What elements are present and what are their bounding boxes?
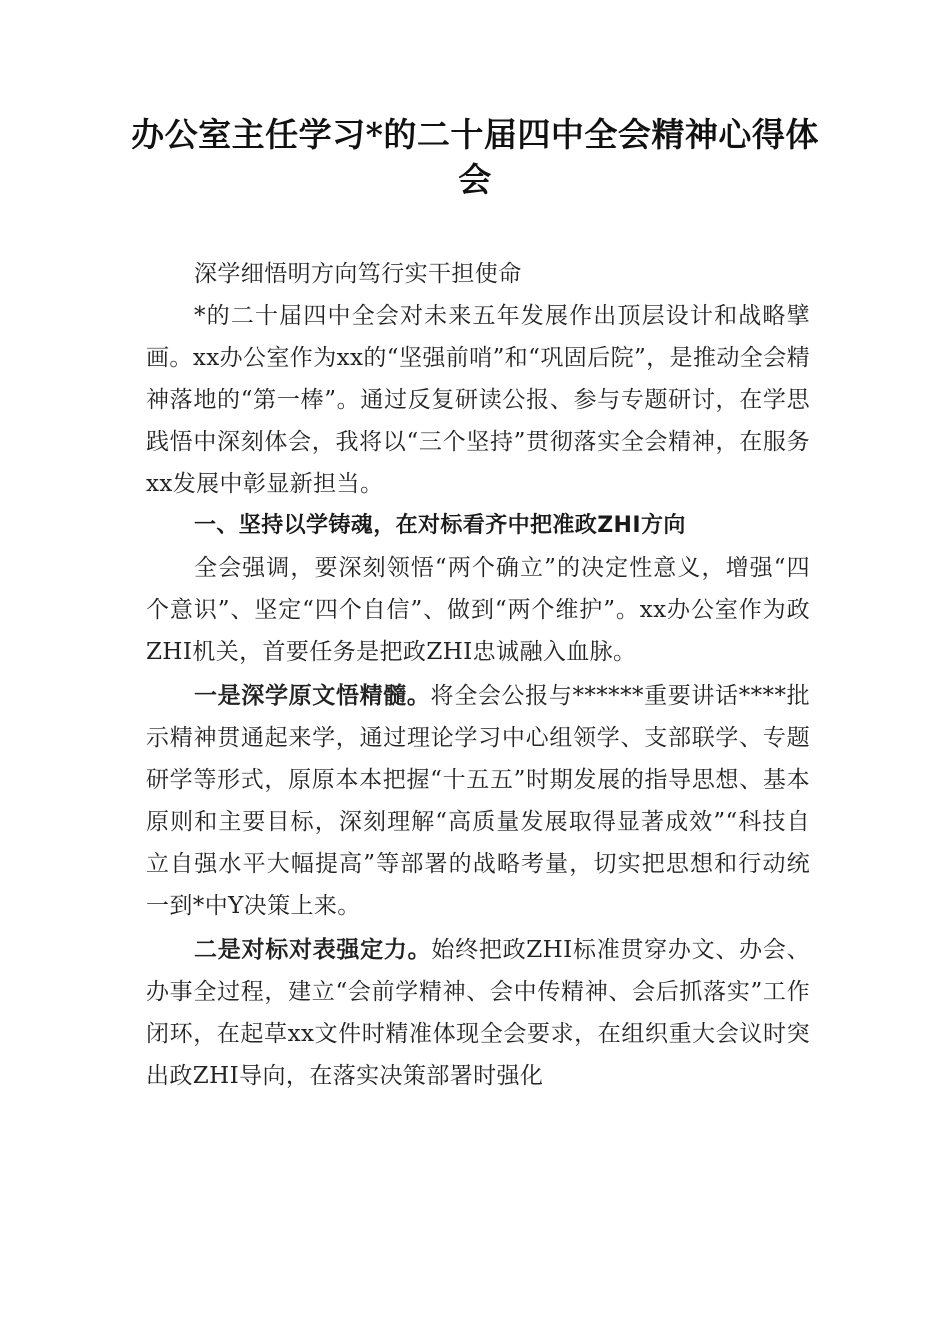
point-one-paragraph	[146, 675, 810, 927]
document-body	[146, 253, 810, 1097]
point-one-lead: 一是深学原文悟精髓。	[194, 683, 431, 709]
section-paragraph: 全会强调，要深刻领悟“两个确立”的决定性意义，增强“四个意识”、坚定“四个自信”、做到“两个维护”。xx办公室作为政ZHI机关，首要任务是把政ZHI忠诚融入血脉。	[146, 555, 810, 665]
point-one-text: 将全会公报与******重要讲话****批示精神贯通起来学，通过理论学习中心组领学、支部联学、专题研学等形式，原原本本把握“十五五”时期发展的指导思想、基本原则和主要目标，深刻理解“高质量发展取得显著成效”“科技自立自强水平大幅提高”等部署的战略考量，切实把思想和行动统一到*中Y决策上来。	[146, 683, 810, 919]
section-heading: 一、坚持以学铸魂，在对标看齐中把准政ZHI方向	[194, 513, 686, 538]
point-two-paragraph	[146, 929, 810, 1097]
subtitle-paragraph: 深学细悟明方向笃行实干担使命	[194, 261, 522, 287]
point-two-text: 始终把政ZHI标准贯穿办文、办会、办事全过程，建立“会前学精神、会中传精神、会后抓落实”工作闭环，在起草xx文件时精准体现全会要求，在组织重大会议时突出政ZHI导向，在落实决策部署时强化	[146, 937, 810, 1089]
intro-paragraph: *的二十届四中全会对未来五年发展作出顶层设计和战略擘画。xx办公室作为xx的“坚强前哨”和“巩固后院”，是推动全会精神落地的“第一棒”。通过反复研读公报、参与专题研讨，在学思践悟中深刻体会，我将以“三个坚持”贯彻落实全会精神，在服务xx发展中彰显新担当。	[146, 303, 810, 497]
point-two-lead: 二是对标对表强定力。	[194, 937, 432, 963]
document-title: 办公室主任学习*的二十届四中全会精神心得体会	[131, 115, 819, 199]
